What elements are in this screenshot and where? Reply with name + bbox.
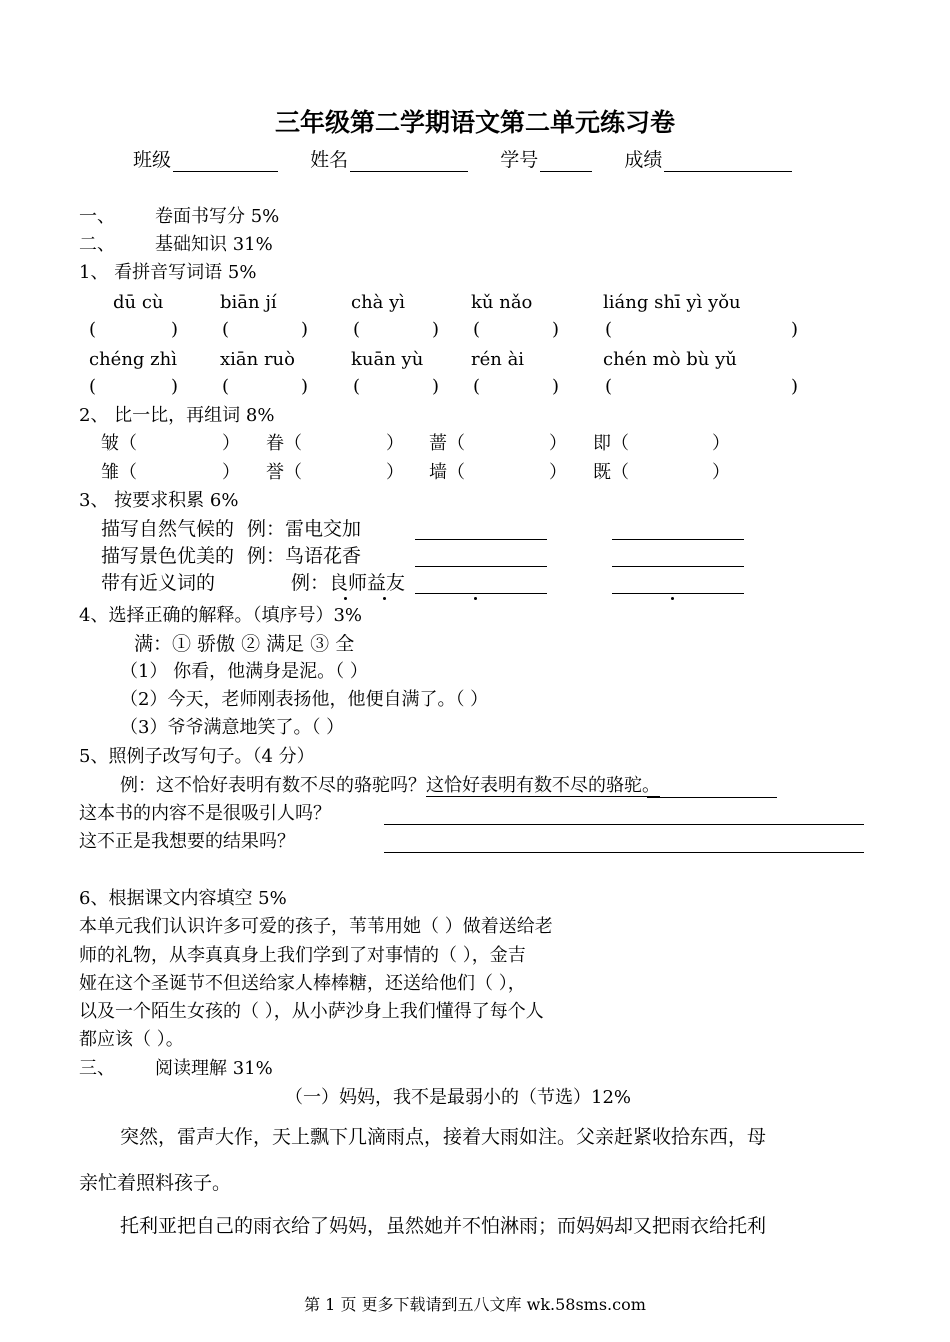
paren-close: ) (552, 376, 560, 397)
q4-item: （3）爷爷满意地笑了。（ ） (120, 717, 345, 738)
accumulate-label: 描写自然气候的 (101, 518, 235, 540)
paren-close: ） (712, 433, 730, 454)
example-question: 例：这不恰好表明有数不尽的骆驼吗？ (120, 775, 426, 796)
section-2-title: 基础知识 31% (155, 234, 273, 255)
q2-heading: 2、 比一比，再组词 8% (79, 405, 275, 426)
pinyin-item: xiān ruò (220, 349, 295, 370)
paren-close: ） (386, 433, 404, 454)
paren-open: ( (605, 319, 613, 340)
pinyin-item: chén mò bù yǔ (603, 349, 737, 370)
pinyin-item: kǔ nǎo (471, 292, 533, 313)
compare-char: 墙（ (429, 462, 465, 483)
id-field[interactable] (540, 151, 592, 172)
section-1-title: 卷面书写分 5% (155, 206, 280, 227)
q4-options: 满：① 骄傲 ② 满足 ③ 全 (134, 633, 355, 655)
paren-close: ） (549, 433, 567, 454)
example-answer: 这恰好表明有数不尽的骆驼。 (426, 775, 660, 796)
reading-paragraph: 突然，雷声大作，天上飘下几滴雨点，接着大雨如注。父亲赶紧收拾东西，母 (120, 1126, 767, 1148)
section-1-number: 一、 (79, 206, 115, 227)
q4-item: （2）今天，老师刚表扬他，他便自满了。（ ） (120, 689, 489, 710)
name-field[interactable] (350, 151, 468, 172)
compare-char: 皱（ (101, 433, 137, 454)
paren-close: ) (552, 319, 560, 340)
score-field[interactable] (664, 151, 792, 172)
answer-line[interactable] (612, 539, 744, 540)
paren-open: ( (89, 319, 97, 340)
reading-subtitle: （一）妈妈，我不是最弱小的（节选）12% (285, 1087, 632, 1108)
paren-close: ) (432, 376, 440, 397)
emphasis-dot (671, 597, 674, 600)
paren-open: ( (605, 376, 613, 397)
emphasis-dot (344, 597, 347, 600)
class-label: 班级 (133, 149, 172, 171)
accumulate-example: 例：鸟语花香 (247, 545, 362, 567)
id-label: 学号 (500, 149, 539, 171)
compare-char: 既（ (593, 462, 629, 483)
q6-line: 都应该（ ）。 (79, 1029, 184, 1050)
accumulate-example: 例：良师益友 (291, 572, 406, 594)
q5-heading: 5、照例子改写句子。（4 分） (79, 746, 315, 767)
section-3-number: 三、 (79, 1058, 115, 1079)
paren-close: ） (712, 462, 730, 483)
q5-sentence: 这不正是我想要的结果吗？ (79, 831, 295, 852)
pinyin-item: chà yì (351, 292, 406, 313)
paren-open: ( (353, 376, 361, 397)
pinyin-item: dū cù (113, 292, 164, 313)
answer-line[interactable] (415, 593, 547, 594)
section-3-title: 阅读理解 31% (155, 1058, 273, 1079)
answer-line[interactable] (384, 824, 864, 825)
example-underline-ext (647, 797, 777, 798)
student-info-row (133, 148, 792, 172)
class-field[interactable] (173, 151, 278, 172)
answer-line[interactable] (612, 566, 744, 567)
paren-close: ) (791, 319, 799, 340)
q6-line: 师的礼物，从李真真身上我们学到了对事情的（ ），金吉 (79, 945, 526, 966)
paren-close: ） (222, 462, 240, 483)
compare-char: 眷（ (266, 433, 302, 454)
q5-sentence: 这本书的内容不是很吸引人吗？ (79, 803, 331, 824)
answer-line[interactable] (415, 566, 547, 567)
section-2-number: 二、 (79, 234, 115, 255)
emphasis-dot (474, 597, 477, 600)
paren-open: ( (89, 376, 97, 397)
paren-close: ) (171, 376, 179, 397)
paren-close: ) (171, 319, 179, 340)
paren-close: ) (301, 376, 309, 397)
paren-close: ) (432, 319, 440, 340)
q5-example (120, 775, 660, 797)
answer-line[interactable] (415, 539, 547, 540)
q4-heading: 4、选择正确的解释。（填序号）3% (79, 605, 363, 626)
reading-paragraph: 亲忙着照料孩子。 (79, 1172, 232, 1194)
accumulate-label: 带有近义词的 (101, 572, 216, 594)
compare-char: 蔷（ (429, 433, 465, 454)
pinyin-item: rén ài (471, 349, 525, 370)
pinyin-item: biān jí (220, 292, 277, 313)
accumulate-example: 例：雷电交加 (247, 518, 362, 540)
pinyin-item: chéng zhì (89, 349, 177, 370)
answer-line[interactable] (384, 852, 864, 853)
paren-open: ( (473, 319, 481, 340)
paren-open: ( (473, 376, 481, 397)
reading-paragraph: 托利亚把自己的雨衣给了妈妈，虽然她并不怕淋雨；而妈妈却又把雨衣给托利 (120, 1215, 767, 1237)
page-title: 三年级第二学期语文第二单元练习卷 (274, 108, 675, 137)
compare-char: 雏（ (101, 462, 137, 483)
paren-open: ( (222, 319, 230, 340)
paren-close: ） (549, 462, 567, 483)
paren-close: ） (222, 433, 240, 454)
answer-line[interactable] (612, 593, 744, 594)
compare-char: 即（ (593, 433, 629, 454)
q4-item: （1） 你看，他满身是泥。（ ） (120, 661, 368, 682)
q6-line: 娅在这个圣诞节不但送给家人棒棒糖，还送给他们（ ）， (79, 973, 526, 994)
q1-heading: 1、 看拼音写词语 5% (79, 262, 257, 283)
page-footer: 第 1 页 更多下载请到五八文库 wk.58sms.com (304, 1295, 646, 1314)
score-label: 成绩 (624, 149, 663, 171)
accumulate-label: 描写景色优美的 (101, 545, 235, 567)
q6-line: 以及一个陌生女孩的（ ），从小萨沙身上我们懂得了每个人 (79, 1001, 544, 1022)
paren-open: ( (222, 376, 230, 397)
paren-close: ) (791, 376, 799, 397)
pinyin-item: kuān yù (351, 349, 424, 370)
compare-char: 誉（ (266, 462, 302, 483)
q6-line: 本单元我们认识许多可爱的孩子，苇苇用她（ ）做着送给老 (79, 916, 553, 937)
paren-close: ） (386, 462, 404, 483)
paren-open: ( (353, 319, 361, 340)
emphasis-dot (383, 597, 386, 600)
paren-close: ) (301, 319, 309, 340)
name-label: 姓名 (310, 149, 349, 171)
q6-heading: 6、根据课文内容填空 5% (79, 888, 287, 909)
pinyin-item: liáng shī yì yǒu (603, 292, 741, 313)
q3-heading: 3、 按要求积累 6% (79, 490, 239, 511)
